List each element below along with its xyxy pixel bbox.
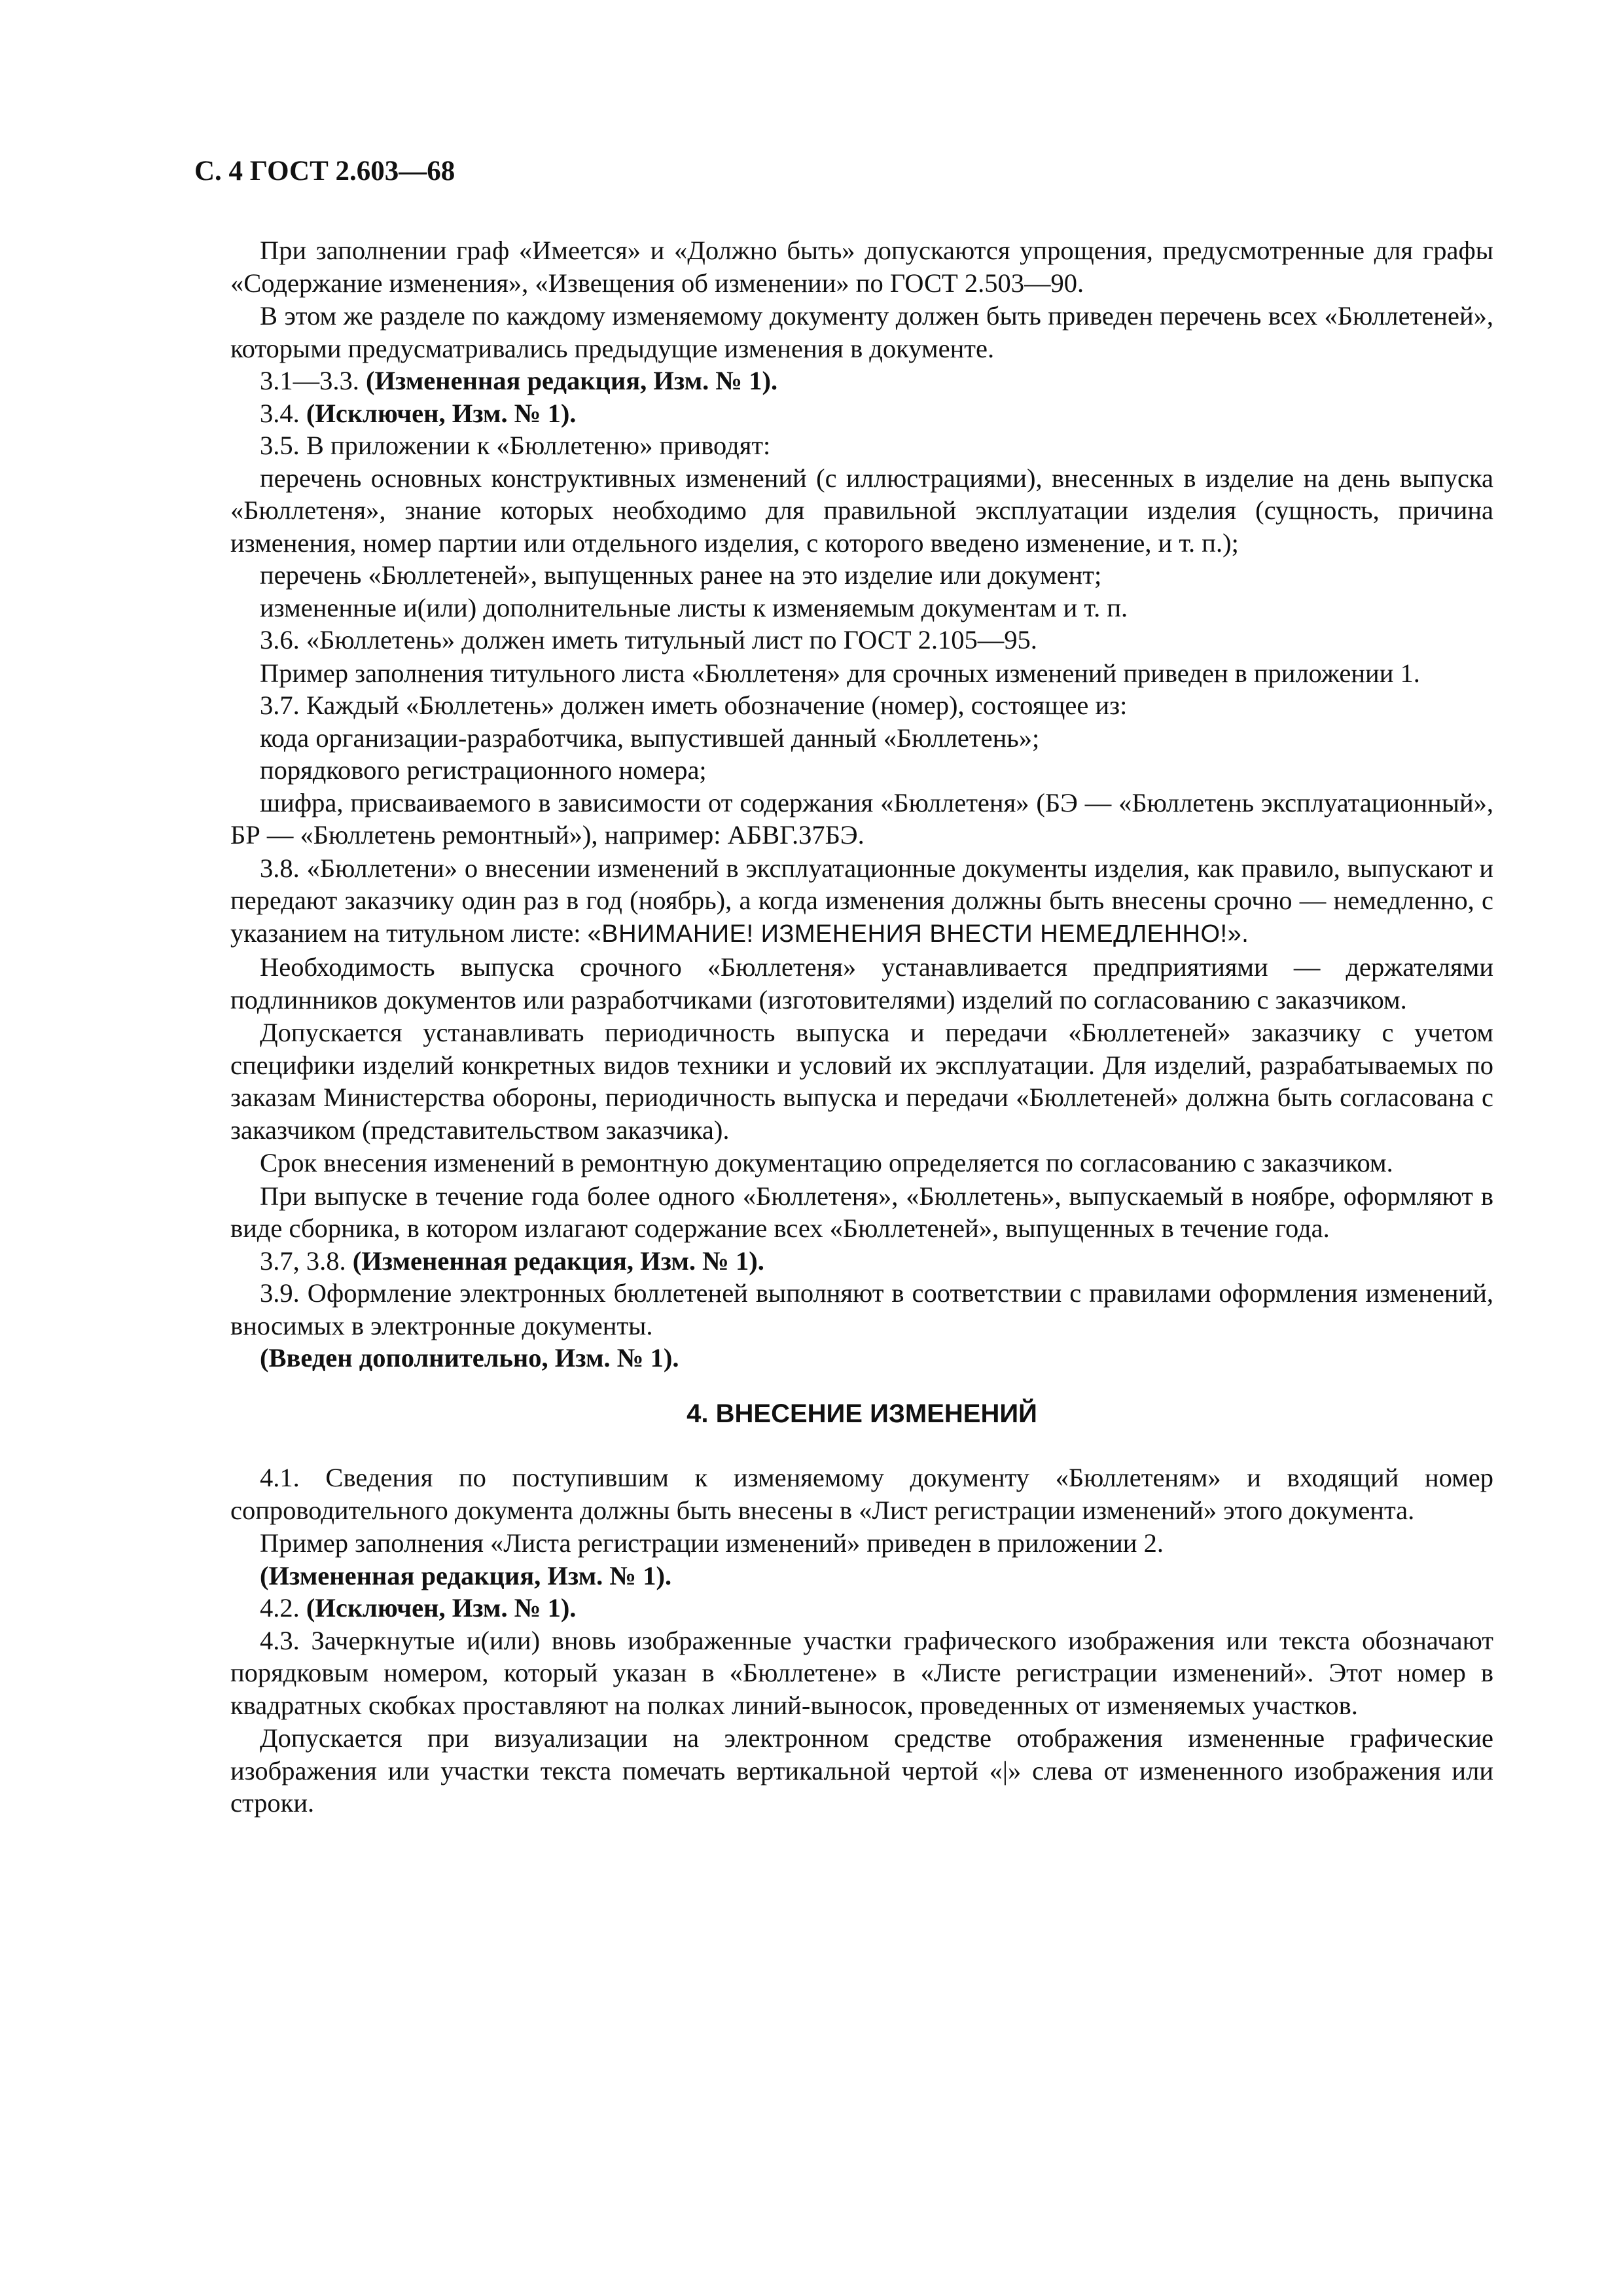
paragraph: 3.6. «Бюллетень» должен иметь титульный лист по ГОСТ 2.105—95. [260,625,1037,655]
amendment-note [230,1592,1493,1624]
amendment-note [230,365,1493,397]
paragraph: 4.1. Сведения по поступившим к изменяемому документу «Бюллетеням» и входящий номер сопроводительного документа должны быть внесены в «Лист регистрации изменений» этого документа. [230,1463,1493,1525]
amendment-label: (Исключен, Изм. № 1). [306,398,577,428]
paragraph: порядкового регистрационного номера; [260,755,707,785]
paragraph: 4.3. Зачеркнутые и(или) вновь изображенные участки графического изображения или текста обозначают порядковым номером, который указан в «Бюллетене» в «Листе регистрации изменений». Этот номер в квадратных скобках проставляют на полках линий-выносок, проведенных от изменяемых участков. [230,1625,1493,1720]
amendment-label: (Измененная редакция, Изм. № 1). [260,1560,672,1590]
paragraph: перечень основных конструктивных изменений (с иллюстрациями), внесенных в изделие на день выпуска «Бюллетеня», знание которых необходимо для правильной эксплуатации изделия (сущность, причина изменения, номер партии или отдельного изделия, с которого введено изменение, и т. п.); [230,463,1493,558]
paragraph: При заполнении граф «Имеется» и «Должно быть» допускаются упрощения, предусмотренные для графы «Содержание изменения», «Извещения об изменении» по ГОСТ 2.503—90. [230,236,1493,298]
amendment-note [230,1245,1493,1278]
paragraph: перечень «Бюллетеней», выпущенных ранее на это изделие или документ; [260,560,1102,590]
paragraph: Допускается устанавливать периодичность выпуска и передачи «Бюллетеней» заказчику с учетом специфики изделий конкретных видов техники и условий их эксплуатации. Для изделий, разрабатываемых по заказам Министерства обороны, периодичность выпуска и передачи «Бюллетеней» должна быть согласована с заказчиком (представительством заказчика). [230,1018,1493,1145]
paragraph: 3.5. В приложении к «Бюллетеню» приводят: [260,431,771,460]
warning-caps-text: «ВНИМАНИЕ! ИЗМЕНЕНИЯ ВНЕСТИ НЕМЕДЛЕННО!». [587,920,1249,948]
amendment-label: (Измененная редакция, Изм. № 1). [366,366,778,395]
amendment-label: (Измененная редакция, Изм. № 1). [352,1246,764,1276]
paragraph: Пример заполнения «Листа регистрации изменений» приведен в приложении 2. [260,1528,1164,1558]
clause-number: 4.2. [260,1593,300,1623]
clause-number: 3.4. [260,398,300,428]
paragraph: шифра, присваиваемого в зависимости от содержания «Бюллетеня» (БЭ — «Бюллетень эксплуатационный», БР — «Бюллетень ремонтный»), например: АБВГ.37БЭ. [230,787,1493,850]
paragraph: При выпуске в течение года более одного «Бюллетеня», «Бюллетень», выпускаемый в ноябре, оформляют в виде сборника, в котором излагают содержание всех «Бюллетеней», выпущенных в течение года. [230,1181,1493,1243]
section-title: 4. ВНЕСЕНИЕ ИЗМЕНЕНИЙ [687,1399,1037,1428]
paragraph: В этом же разделе по каждому изменяемому документу должен быть приведен перечень всех «Бюллетеней», которыми предусматривались предыдущие изменения в документе. [230,301,1493,363]
paragraph: 3.9. Оформление электронных бюллетеней выполняют в соответствии с правилами оформления изменений, вносимых в электронные документы. [230,1278,1493,1340]
paragraph: кода организации-разработчика, выпустившей данный «Бюллетень»; [260,723,1040,753]
page-header: С. 4 ГОСТ 2.603—68 [194,156,455,187]
amendment-note [230,397,1493,430]
paragraph: Допускается при визуализации на электронном средстве отображения измененные графические изображения или участки текста помечать вертикальной чертой «|» слева от измененного изображения или строки. [230,1723,1493,1818]
paragraph [230,852,1493,951]
clause-number: 3.7, 3.8. [260,1246,346,1276]
paragraph: измененные и(или) дополнительные листы к изменяемым документам и т. п. [260,592,1128,622]
paragraph: Срок внесения изменений в ремонтную документацию определяется по согласованию с заказчиком. [260,1148,1393,1177]
paragraph: 3.7. Каждый «Бюллетень» должен иметь обозначение (номер), состоящее из: [260,691,1128,720]
clause-number: 3.1—3.3. [260,366,359,395]
paragraph: Необходимость выпуска срочного «Бюллетеня» устанавливается предприятиями — держателями подлинников документов или разработчиками (изготовителями) изделий по согласованию с заказчиком. [230,952,1493,1014]
paragraph-text: 3.8. «Бюллетени» о внесении изменений в эксплуатационные документы изделия, как правило, выпускают и передают заказчику один раз в год (ноябрь), а когда изменения должны быть внесены срочно — немедленно, с указанием на титульном листе: [230,853,1493,948]
amendment-label: (Исключен, Изм. № 1). [306,1593,577,1623]
paragraph: Пример заполнения титульного листа «Бюллетеня» для срочных изменений приведен в приложении 1. [260,658,1420,688]
amendment-label: (Введен дополнительно, Изм. № 1). [260,1343,679,1372]
document-body [230,234,1493,1820]
